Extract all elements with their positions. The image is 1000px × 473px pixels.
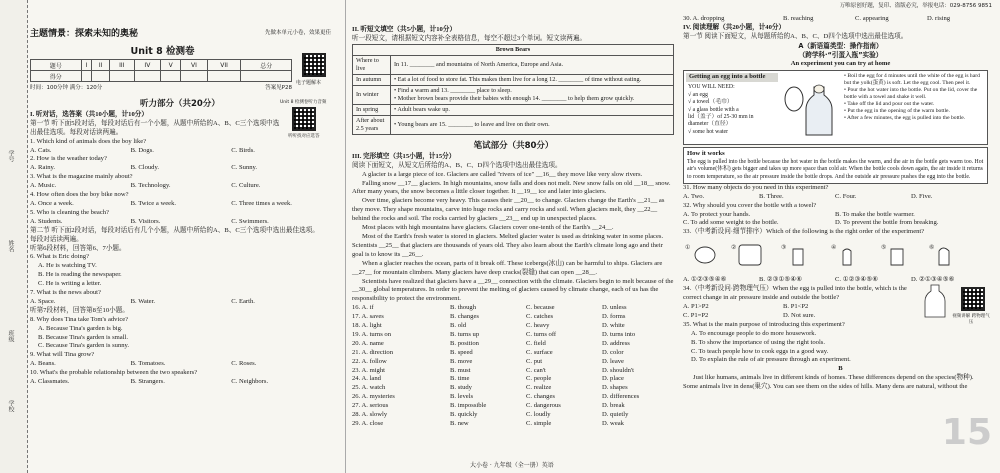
step: • Take off the lid and pour out the water.: [844, 101, 935, 108]
cloze-options: [352, 304, 675, 429]
cloze-row: [352, 313, 675, 322]
question: 34.（中考新设问·跨物理气压）When the egg is pulled into the bottle, which is the correct change in air pressure inside and outside the bottle?: [683, 285, 907, 302]
table-row: [353, 115, 674, 134]
option-c[interactable]: C. To teach people how to cook eggs in a good way.: [691, 347, 829, 355]
score-cell: II: [92, 60, 110, 71]
row-label: In spring: [353, 104, 391, 115]
row-label: Where to live: [353, 55, 391, 74]
svg-text:⑤: ⑤: [881, 245, 887, 252]
experiment-title: An experiment you can try at home: [790, 60, 891, 68]
cloze-option[interactable]: D. differences: [602, 393, 640, 401]
section-heading: IV. 阅读理解（共20小题，计40分）: [683, 23, 786, 31]
section-heading: I. 听对话，选答案（共10小题，计10分）: [30, 110, 148, 118]
cloze-option[interactable]: B. turns up: [450, 330, 480, 338]
option-a[interactable]: A. Because Tina's garden is big.: [38, 324, 123, 332]
cloze-option[interactable]: B. though: [450, 304, 477, 312]
page-number: 15: [941, 412, 992, 453]
row-content: • Young bears are 15. ________ to leave and live on their own.: [391, 115, 674, 134]
cloze-option[interactable]: B. must: [450, 366, 471, 374]
question: 5. Who is cleaning the beach?: [30, 208, 109, 216]
cloze-option[interactable]: C. put: [526, 357, 543, 365]
row-content: • Eat a lot of food to store fat. This makes them live for a long 12. ________ of time without eating.: [391, 74, 674, 85]
cloze-option[interactable]: C. loudly: [526, 411, 551, 419]
option-b[interactable]: B. Twice a week.: [130, 199, 177, 207]
cloze-option[interactable]: C. catches: [526, 313, 554, 321]
cloze-option[interactable]: 28. A. slowly: [352, 411, 388, 419]
option-c[interactable]: C. Earth.: [231, 297, 255, 305]
cloze-row: [352, 349, 675, 358]
cloze-row: [352, 402, 675, 411]
cloze-option[interactable]: B. old: [450, 322, 467, 330]
cloze-row: [352, 358, 675, 367]
cloze-option[interactable]: 21. A. direction: [352, 348, 394, 356]
cloze-option[interactable]: D. color: [602, 348, 624, 356]
question: 1. Which kind of animals does the boy like?: [30, 137, 147, 145]
question: 32. Why should you cover the bottle with a towel?: [683, 201, 817, 209]
option-a[interactable]: A. Beans.: [30, 360, 56, 368]
question: 4. How often does the boy bike now?: [30, 191, 129, 199]
qr-code[interactable]: [302, 53, 326, 77]
cloze-row: [352, 304, 675, 313]
cloze-option[interactable]: C. simple: [526, 420, 552, 427]
qr-label: 电子题解本: [296, 80, 322, 86]
right-column: [683, 0, 998, 473]
row-label: In autumn: [353, 74, 391, 85]
cloze-option[interactable]: D. unless: [602, 304, 627, 312]
video-label: 视频讲解 跨物理气压: [952, 314, 990, 326]
option-c[interactable]: C. appearing: [855, 14, 889, 22]
option-a[interactable]: A. Cats.: [30, 146, 52, 154]
score-table: [30, 59, 292, 82]
cloze-option[interactable]: 16. A. if: [352, 304, 374, 312]
option-b[interactable]: B. ②③①⑤④⑥: [759, 276, 803, 284]
supply-item: lid（盖子）of 25-30 mm in: [688, 113, 754, 120]
options: [683, 276, 998, 285]
passage-paragraph: Most of the Earth's fresh water is stored in glaciers. Melted glacier water is used as drinking water in some places. Scientists __25__ that glaciers are thousands of years old. They also learn about the Earth's climate long ago and their goal is to know its __26__.: [352, 232, 664, 258]
cloze-option[interactable]: C. surface: [526, 348, 553, 356]
row-label: In winter: [353, 85, 391, 104]
svg-text:③: ③: [781, 245, 787, 252]
instruction: 听第7段材料，回答第8至10小题。: [30, 306, 129, 314]
svg-text:①: ①: [685, 245, 691, 252]
section-a-title: A（新语篇类型：操作指南）: [798, 41, 883, 50]
step: • Pour the hot water into the bottle. Put on the lid, cover the bottle with a towel and shake it well.: [844, 87, 978, 101]
option-d[interactable]: D. To explain the rule of air pressure through an experiment.: [691, 356, 851, 364]
option-b[interactable]: B. To make the bottle warmer.: [835, 210, 915, 218]
option-d[interactable]: D. Five.: [911, 192, 933, 200]
option-a[interactable]: A. ①②③⑤④⑥: [683, 276, 727, 284]
options: [30, 298, 335, 307]
cloze-option[interactable]: C. field: [526, 339, 546, 347]
bears-table: [352, 44, 674, 135]
cloze-option[interactable]: B. quickly: [450, 411, 478, 419]
option-b[interactable]: B. Technology.: [130, 182, 171, 190]
section-a-subtitle: （跨学科·“引蛋入瓶”实验）: [798, 50, 883, 59]
cloze-row: [352, 420, 675, 429]
supply-list: [688, 84, 754, 136]
option-d[interactable]: D. Not sure.: [783, 311, 816, 319]
cloze-option[interactable]: B. impossible: [450, 402, 487, 410]
table-row: [353, 74, 674, 85]
option-b[interactable]: B. He is reading the newspaper.: [38, 271, 122, 279]
instruction: 第一节 听下面5段对话，每段对话后有一个小题，从题中所给的A、B、C三个选项中选出最佳选项。每段对话读两遍。: [30, 119, 280, 136]
option-b[interactable]: B. Dogs.: [130, 146, 154, 154]
question: 8. Why does Tina take Tom's advice?: [30, 315, 129, 323]
step: • After a few minutes, the egg is pulled into the bottle.: [844, 115, 966, 122]
cloze-option[interactable]: B. speed: [450, 348, 473, 356]
cloze-option[interactable]: 29. A. close: [352, 420, 384, 427]
binding-label: 姓名: [7, 240, 14, 252]
section-b-title: B: [838, 365, 843, 373]
option-b[interactable]: B. Cloudy.: [130, 164, 159, 172]
option-b[interactable]: B. P1<P2: [783, 303, 809, 311]
cloze-row: [352, 331, 675, 340]
question: 3. What is the magazine mainly about?: [30, 173, 133, 181]
footer: 大小卷 · 九年级（全一册）英语: [470, 462, 554, 469]
supply-item: diameter（直径）: [688, 121, 732, 128]
step: • Put the egg in the opening of the warm bottle.: [844, 108, 950, 115]
cloze-row: [352, 322, 675, 331]
cloze-option[interactable]: C. turns off: [526, 330, 557, 338]
passage-paragraph: Scientists have realized that glaciers have a __29__ connection with the climate. Glaciers begin to melt because of the __30__ global temperatures. In order to prevent the melting of glaciers caused by climate change, each of us has the responsibility to protect the environment.: [352, 277, 674, 303]
answer-ref: 答案见P28: [265, 85, 292, 91]
box-title: Getting an egg into a bottle: [686, 73, 778, 82]
score-cell: 总分: [241, 60, 292, 71]
score-cell: 得分: [31, 71, 82, 82]
option-a[interactable]: A. Students.: [30, 217, 63, 225]
step-pictures: [683, 237, 983, 271]
option-a[interactable]: A. Classmates.: [30, 378, 70, 386]
theme-title: 主题情景：探索未知的奥秘: [30, 29, 139, 39]
cloze-option[interactable]: 23. A. might: [352, 366, 385, 374]
instruction: 听第6段材料，回答第6、7小题。: [30, 244, 126, 252]
row-label: After about 2.5 years: [353, 115, 391, 134]
cloze-option[interactable]: B. study: [450, 384, 472, 392]
option-b[interactable]: B. reaching: [783, 14, 814, 22]
section-heading: II. 听短文填空（共5小题，计10分）: [352, 26, 457, 33]
cloze-option[interactable]: 24. A. land: [352, 375, 381, 383]
cloze-option[interactable]: B. move: [450, 357, 473, 365]
score-cell: VI: [181, 60, 208, 71]
binding-label: 班级: [7, 330, 14, 342]
binding-strip: [0, 0, 28, 473]
option-b[interactable]: B. Water.: [130, 297, 156, 305]
score-cell: 题号: [31, 60, 82, 71]
middle-column: [345, 0, 675, 473]
unit-title: Unit 8 检测卷: [130, 46, 195, 57]
question: 7. What is the news about?: [30, 289, 101, 297]
how-text: The egg is pulled into the bottle because the hot water in the bottle makes the warm, and the air in the bottle gets warm too. Hot air's volume(体积) gets bigger and takes up more space than cold air. When the bottle cools down again, the air inside it returns to room temperature, so the air pressure inside the bottle drops. And the outside air pressure pushes the egg into the bottle.: [687, 159, 984, 180]
score-cell: I: [81, 60, 92, 71]
passage-paragraph: When a glacier reaches the ocean, parts of it break off. These icebergs(冰山) can be harmful to ships. Glaciers are __27__ for mountain climbers. Many glaciers have deep cracks(裂缝) that can open __28__.: [352, 259, 663, 276]
instruction: 阅读下面短文，从短文后所给的A、B、C、D四个选项中选出最佳选项。: [352, 161, 562, 169]
cloze-option[interactable]: 27. A. serious: [352, 402, 389, 410]
option-b[interactable]: B. To show the importance of using the right tools.: [691, 338, 826, 346]
question: 10. What's the probable relationship between the two speakers?: [30, 369, 198, 377]
question: 2. How is the weather today?: [30, 155, 107, 163]
cloze-option[interactable]: D. address: [602, 339, 630, 347]
question: 6. What is Eric doing?: [30, 253, 90, 261]
instruction: 听一段短文，请根据短文内容补全表格信息，每空不超过3个单词。短文读两遍。: [352, 34, 587, 42]
option-b[interactable]: B. Three.: [759, 192, 784, 200]
video-qr-code[interactable]: [961, 287, 985, 311]
instruction: 第二节 听下面2段对话，每段对话后有几个小题，从题中所给的A、B、C三个选项中选出最佳选项。每段对话读两遍。: [30, 226, 319, 243]
option-a[interactable]: A. Once a week.: [30, 199, 74, 207]
exam-time: 时间：100分钟 满分：120分: [30, 85, 103, 91]
cloze-row: [352, 340, 675, 349]
supply-heading: YOU WILL NEED:: [688, 84, 735, 91]
svg-text:②: ②: [731, 245, 737, 252]
option-c[interactable]: C. Because Tina's garden is sunny.: [38, 342, 130, 350]
how-title: How it works: [687, 150, 725, 158]
cloze-option[interactable]: C. can't: [526, 366, 546, 374]
supply-item: √ an egg: [688, 91, 708, 98]
option-c[interactable]: C. He is writing a letter.: [38, 280, 102, 288]
cloze-option[interactable]: D. turns into: [602, 330, 636, 338]
cloze-option[interactable]: D. break: [602, 402, 625, 410]
cloze-option[interactable]: B. new: [450, 420, 469, 427]
cloze-option[interactable]: D. place: [602, 375, 624, 383]
option-a[interactable]: A. P1>P2: [683, 303, 709, 311]
options: [30, 200, 335, 209]
passage-paragraph: Over time, glaciers become very heavy. This causes their __20__ to change. Glaciers change the Earth's __21__ as they move. They shape mountains, carve into huge rocks and carry rocks and soil. When glaciers melt, they __22__ behind the rocks and soil. The rocks carried by glaciers __23__ end up in unexpected places.: [352, 197, 665, 223]
options: [30, 218, 335, 227]
score-cell: V: [161, 60, 181, 71]
option-c[interactable]: C. Birds.: [231, 146, 255, 154]
instruction: 第一节 阅读下面短文，从每题所给的A、B、C、D四个选项中选出最佳选项。: [683, 32, 908, 40]
cloze-option[interactable]: B. levels: [450, 393, 474, 401]
score-cell: IV: [134, 60, 161, 71]
top-note: 先做本单元小卷，效果更佳: [264, 30, 331, 36]
question: 35. What is the main purpose of introducing this experiment?: [683, 320, 845, 328]
options: [683, 211, 998, 220]
options: [683, 303, 998, 312]
options: [30, 182, 335, 191]
cloze-option[interactable]: C. because: [526, 304, 555, 312]
option-a[interactable]: A. Space.: [30, 297, 56, 305]
cloze-row: [352, 375, 675, 384]
cloze-option[interactable]: C. heavy: [526, 322, 550, 330]
supply-item: √ some hot water: [688, 128, 729, 135]
written-title: 笔试部分（共80分）: [473, 140, 554, 151]
option-c[interactable]: C. Neighbors.: [231, 378, 269, 386]
option-d[interactable]: D. ②①③④⑤⑥: [911, 276, 955, 284]
pressure-bottle-icon: [921, 283, 949, 319]
experiment-box: [683, 70, 988, 145]
option-b[interactable]: B. Tomatoes.: [130, 360, 166, 368]
passage-b: Just like humans, animals live in different kinds of homes. These differences depend on the species(物种). Some animals live in dens(巢穴). You can see them on the sides of hills. Many dens are natural, without the: [683, 374, 974, 391]
table-row: [353, 55, 674, 74]
svg-text:⑥: ⑥: [929, 245, 935, 252]
cloze-option[interactable]: B. time: [450, 375, 470, 383]
cloze-option[interactable]: 26. A. mysteries: [352, 393, 395, 401]
copyright-note: 万唯原创好题，复印、盗版必究，举报电话：029-8756 9851: [839, 3, 992, 9]
score-cell: VII: [207, 60, 241, 71]
row-content: In 11. ________ and mountains of North America, Europe and Asia.: [391, 55, 674, 74]
binding-label: 学校: [7, 400, 14, 412]
cloze-option[interactable]: 17. A. saves: [352, 313, 384, 321]
cloze-row: [352, 384, 675, 393]
option-c[interactable]: C. Four.: [835, 192, 857, 200]
option-b[interactable]: B. Strangers.: [130, 378, 165, 386]
cloze-option[interactable]: B. position: [450, 339, 479, 347]
option-c[interactable]: C. Roses.: [231, 360, 257, 368]
option-c[interactable]: C. ①②③④⑤⑥: [835, 276, 879, 284]
cloze-option[interactable]: 19. A. turns on: [352, 330, 392, 338]
table-row: [353, 85, 674, 104]
cloze-option[interactable]: D. quietly: [602, 411, 629, 419]
listening-title: 听力部分（共20分）: [140, 98, 220, 109]
cloze-option[interactable]: B. changes: [450, 313, 479, 321]
cloze-option[interactable]: 20. A. name: [352, 339, 384, 347]
option-d[interactable]: D. rising: [927, 14, 951, 22]
cloze-option[interactable]: D. weak: [602, 420, 624, 427]
options: [30, 164, 335, 173]
audio-qr-code[interactable]: [292, 107, 316, 131]
question: 33.（中考新设问·细节排序）Which of the following is the right order of the experiment?: [683, 228, 925, 236]
cloze-option[interactable]: 22. A. follow: [352, 357, 387, 365]
cloze-row: [352, 393, 675, 402]
option-c[interactable]: C. P1=P2: [683, 311, 709, 319]
audio-sub: 听听找对应选答: [288, 133, 320, 139]
table-title: Brown Bears: [353, 44, 674, 55]
cloze-option[interactable]: D. leave: [602, 357, 624, 365]
svg-text:④: ④: [831, 245, 837, 252]
cloze-option[interactable]: C. people: [526, 375, 552, 383]
section-heading: III. 完形填空（共15小题，计15分）: [352, 152, 456, 160]
options: [30, 360, 335, 369]
options: [683, 193, 998, 202]
passage-paragraph: Falling snow __17__ glaciers. In high mountains, snow falls and does not melt. New snow falls on old __18__ snow. After many years, the snow becomes a little closer together. It __19__ ice and later into glaciers.: [352, 179, 671, 196]
supply-item: √ a glass bottle with a: [688, 106, 739, 113]
cloze-option[interactable]: C. changes: [526, 393, 555, 401]
options: [30, 378, 335, 387]
cloze-option[interactable]: C. realize: [526, 384, 552, 392]
option-b[interactable]: B. Visitors.: [130, 217, 161, 225]
supply-item: √ a towel（毛巾）: [688, 99, 733, 106]
option-d[interactable]: D. To prevent the bottle from breaking.: [835, 219, 939, 227]
how-it-works-box: [683, 147, 988, 184]
table-row: [353, 104, 674, 115]
row-content: • Adult bears wake up.: [391, 104, 674, 115]
passage-paragraph: Most places with high mountains have glaciers. Glaciers cover one-tenth of the Earth's __24__.: [362, 224, 614, 232]
option-c[interactable]: C. To add some weight to the bottle.: [683, 219, 779, 227]
binding-label: 学号: [7, 150, 14, 162]
left-column: [30, 0, 335, 473]
cloze-option[interactable]: 18. A. light: [352, 322, 382, 330]
question: 9. What will Tina grow?: [30, 351, 95, 359]
option-a[interactable]: A. Music.: [30, 182, 57, 190]
options: [30, 147, 335, 156]
option-a[interactable]: A. He is watching TV.: [38, 262, 97, 270]
row-content: • Find a warm and 13. ________ place to sleep. • Mother brown bears provide their babies with enough 14. ________ to help them grow quickly.: [391, 85, 674, 104]
question: 31. How many objects do you need in this experiment?: [683, 183, 829, 191]
score-cell: III: [110, 60, 135, 71]
step: • Boil the egg for 4 minutes until the white of the egg is hard but the yolk(蛋黄) is soft. Let the egg cool. Then peel it.: [844, 73, 980, 87]
cloze-row: [352, 411, 675, 420]
cloze-option[interactable]: D. forms: [602, 313, 626, 321]
option-a[interactable]: A. To protect your hands.: [683, 210, 751, 218]
option-c[interactable]: C. Sunny.: [231, 164, 258, 172]
passage-paragraph: A glacier is a large piece of ice. Glaciers are called "rivers of ice" __16__ they move like very slow rivers.: [362, 170, 643, 178]
cloze-option[interactable]: C. dangerous: [526, 402, 561, 410]
option-a[interactable]: A. Rainy.: [30, 164, 56, 172]
option-c[interactable]: C. Three times a week.: [231, 199, 292, 207]
options: [683, 15, 998, 24]
cloze-row: [352, 367, 675, 376]
option-a[interactable]: A. To encourage people to do more housework.: [691, 329, 817, 337]
steps-list: [844, 73, 986, 122]
option-a[interactable]: 30. A. dropping: [683, 14, 725, 22]
cloze-option[interactable]: D. shapes: [602, 384, 628, 392]
cloze-option[interactable]: D. shouldn't: [602, 366, 634, 374]
option-c[interactable]: C. Swimmers.: [231, 217, 269, 225]
audio-label: Unit 8 检测卷听力音频: [280, 99, 327, 105]
egg-bottle-illustration: [780, 77, 840, 141]
option-c[interactable]: C. Culture.: [231, 182, 261, 190]
cloze-option[interactable]: 25. A. watch: [352, 384, 386, 392]
cloze-option[interactable]: D. white: [602, 322, 625, 330]
option-b[interactable]: B. Because Tina's garden is small.: [38, 333, 129, 341]
option-a[interactable]: A. Two.: [683, 192, 705, 200]
